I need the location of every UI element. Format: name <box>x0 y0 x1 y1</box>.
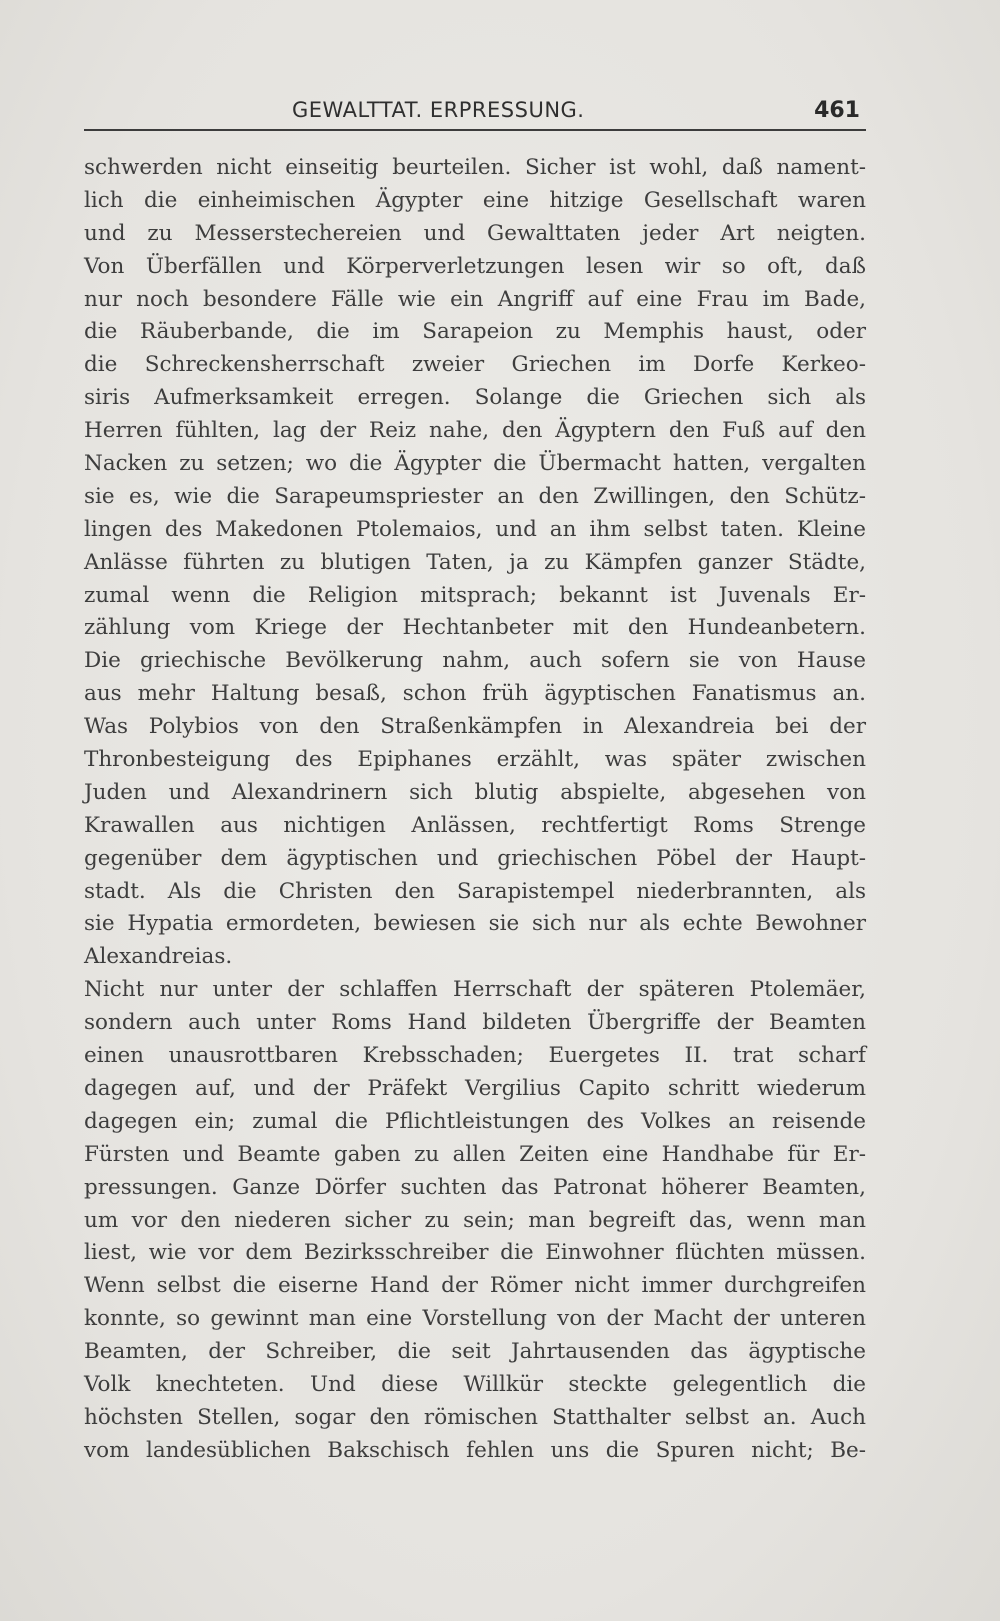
text-line-paragraph-end: Alexandreias. <box>84 944 233 970</box>
text-line: die Räuberbande, die im Sarapeion zu Memphis haust, oder <box>84 319 866 345</box>
text-line: Krawallen aus nichtigen Anlässen, rechtfertigt Roms Strenge <box>84 812 866 838</box>
text-line: Was Polybios von den Straßenkämpfen in Alexandreia bei der <box>84 714 866 740</box>
text-line: pressungen. Ganze Dörfer suchten das Patronat höherer Beamten, <box>84 1174 866 1200</box>
text-line: Herren fühlten, lag der Reiz nahe, den Ägyptern den Fuß auf den <box>84 418 866 444</box>
body-text <box>84 152 866 1468</box>
text-line: dagegen auf, und der Präfekt Vergilius Capito schritt wiederum <box>84 1075 866 1101</box>
text-line: sie es, wie die Sarapeumspriester an den Zwillingen, den Schütz- <box>84 483 866 509</box>
text-line: Wenn selbst die eiserne Hand der Römer nicht immer durchgreifen <box>84 1273 866 1299</box>
text-line: lich die einheimischen Ägypter eine hitzige Gesellschaft waren <box>84 187 866 213</box>
text-line: Thronbesteigung des Epiphanes erzählt, was später zwischen <box>84 747 866 773</box>
text-line: konnte, so gewinnt man eine Vorstellung von der Macht der unteren <box>84 1306 866 1332</box>
text-line: aus mehr Haltung besaß, schon früh ägyptischen Fanatismus an. <box>84 681 866 707</box>
text-line: die Schreckensherrschaft zweier Griechen im Dorfe Kerkeo- <box>84 352 866 378</box>
text-line: sondern auch unter Roms Hand bildeten Übergriffe der Beamten <box>84 1010 866 1036</box>
text-line: und zu Messerstechereien und Gewalttaten jeder Art neigten. <box>84 220 866 246</box>
text-line: Fürsten und Beamte gaben zu allen Zeiten eine Handhabe für Er- <box>84 1141 866 1167</box>
text-line: nur noch besondere Fälle wie ein Angriff auf eine Frau im Bade, <box>84 286 866 312</box>
text-line: um vor den niederen sicher zu sein; man begreift das, wenn man <box>84 1207 866 1233</box>
text-line: siris Aufmerksamkeit erregen. Solange die Griechen sich als <box>84 385 866 411</box>
text-line: lingen des Makedonen Ptolemaios, und an ihm selbst taten. Kleine <box>84 516 866 542</box>
text-line: einen unausrottbaren Krebsschaden; Euergetes II. trat scharf <box>84 1043 866 1069</box>
running-header <box>84 98 866 132</box>
text-line: Nicht nur unter der schlaffen Herrschaft der späteren Ptolemäer, <box>84 977 866 1003</box>
running-head-title: GEWALTTAT. ERPRESSUNG. <box>292 98 585 122</box>
text-line: Anlässe führten zu blutigen Taten, ja zu Kämpfen ganzer Städte, <box>84 549 866 575</box>
text-line: gegenüber dem ägyptischen und griechischen Pöbel der Haupt- <box>84 845 866 871</box>
text-line: sie Hypatia ermordeten, bewiesen sie sich nur als echte Bewohner <box>84 911 866 937</box>
text-line: dagegen ein; zumal die Pflichtleistungen des Volkes an reisende <box>84 1108 866 1134</box>
text-line: zählung vom Kriege der Hechtanbeter mit den Hundeanbetern. <box>84 615 866 641</box>
text-line: Volk knechteten. Und diese Willkür steckte gelegentlich die <box>84 1371 866 1397</box>
page-number: 461 <box>814 98 860 123</box>
text-line: höchsten Stellen, sogar den römischen Statthalter selbst an. Auch <box>84 1404 866 1430</box>
text-line: Beamten, der Schreiber, die seit Jahrtausenden das ägyptische <box>84 1339 866 1365</box>
text-line: Nacken zu setzen; wo die Ägypter die Übermacht hatten, vergalten <box>84 451 866 477</box>
text-line: vom landesüblichen Bakschisch fehlen uns die Spuren nicht; Be- <box>84 1437 866 1463</box>
text-line: Von Überfällen und Körperverletzungen lesen wir so oft, daß <box>84 253 866 279</box>
header-rule <box>84 129 866 131</box>
text-line: zumal wenn die Religion mitsprach; bekannt ist Juvenals Er- <box>84 582 866 608</box>
text-line: schwerden nicht einseitig beurteilen. Sicher ist wohl, daß nament- <box>84 155 866 180</box>
text-line: Die griechische Bevölkerung nahm, auch sofern sie von Hause <box>84 648 866 674</box>
text-line: liest, wie vor dem Bezirksschreiber die Einwohner flüchten müssen. <box>84 1240 866 1266</box>
text-line: Juden und Alexandrinern sich blutig abspielte, abgesehen von <box>84 779 866 805</box>
text-line: stadt. Als die Christen den Sarapistempel niederbrannten, als <box>84 878 866 904</box>
